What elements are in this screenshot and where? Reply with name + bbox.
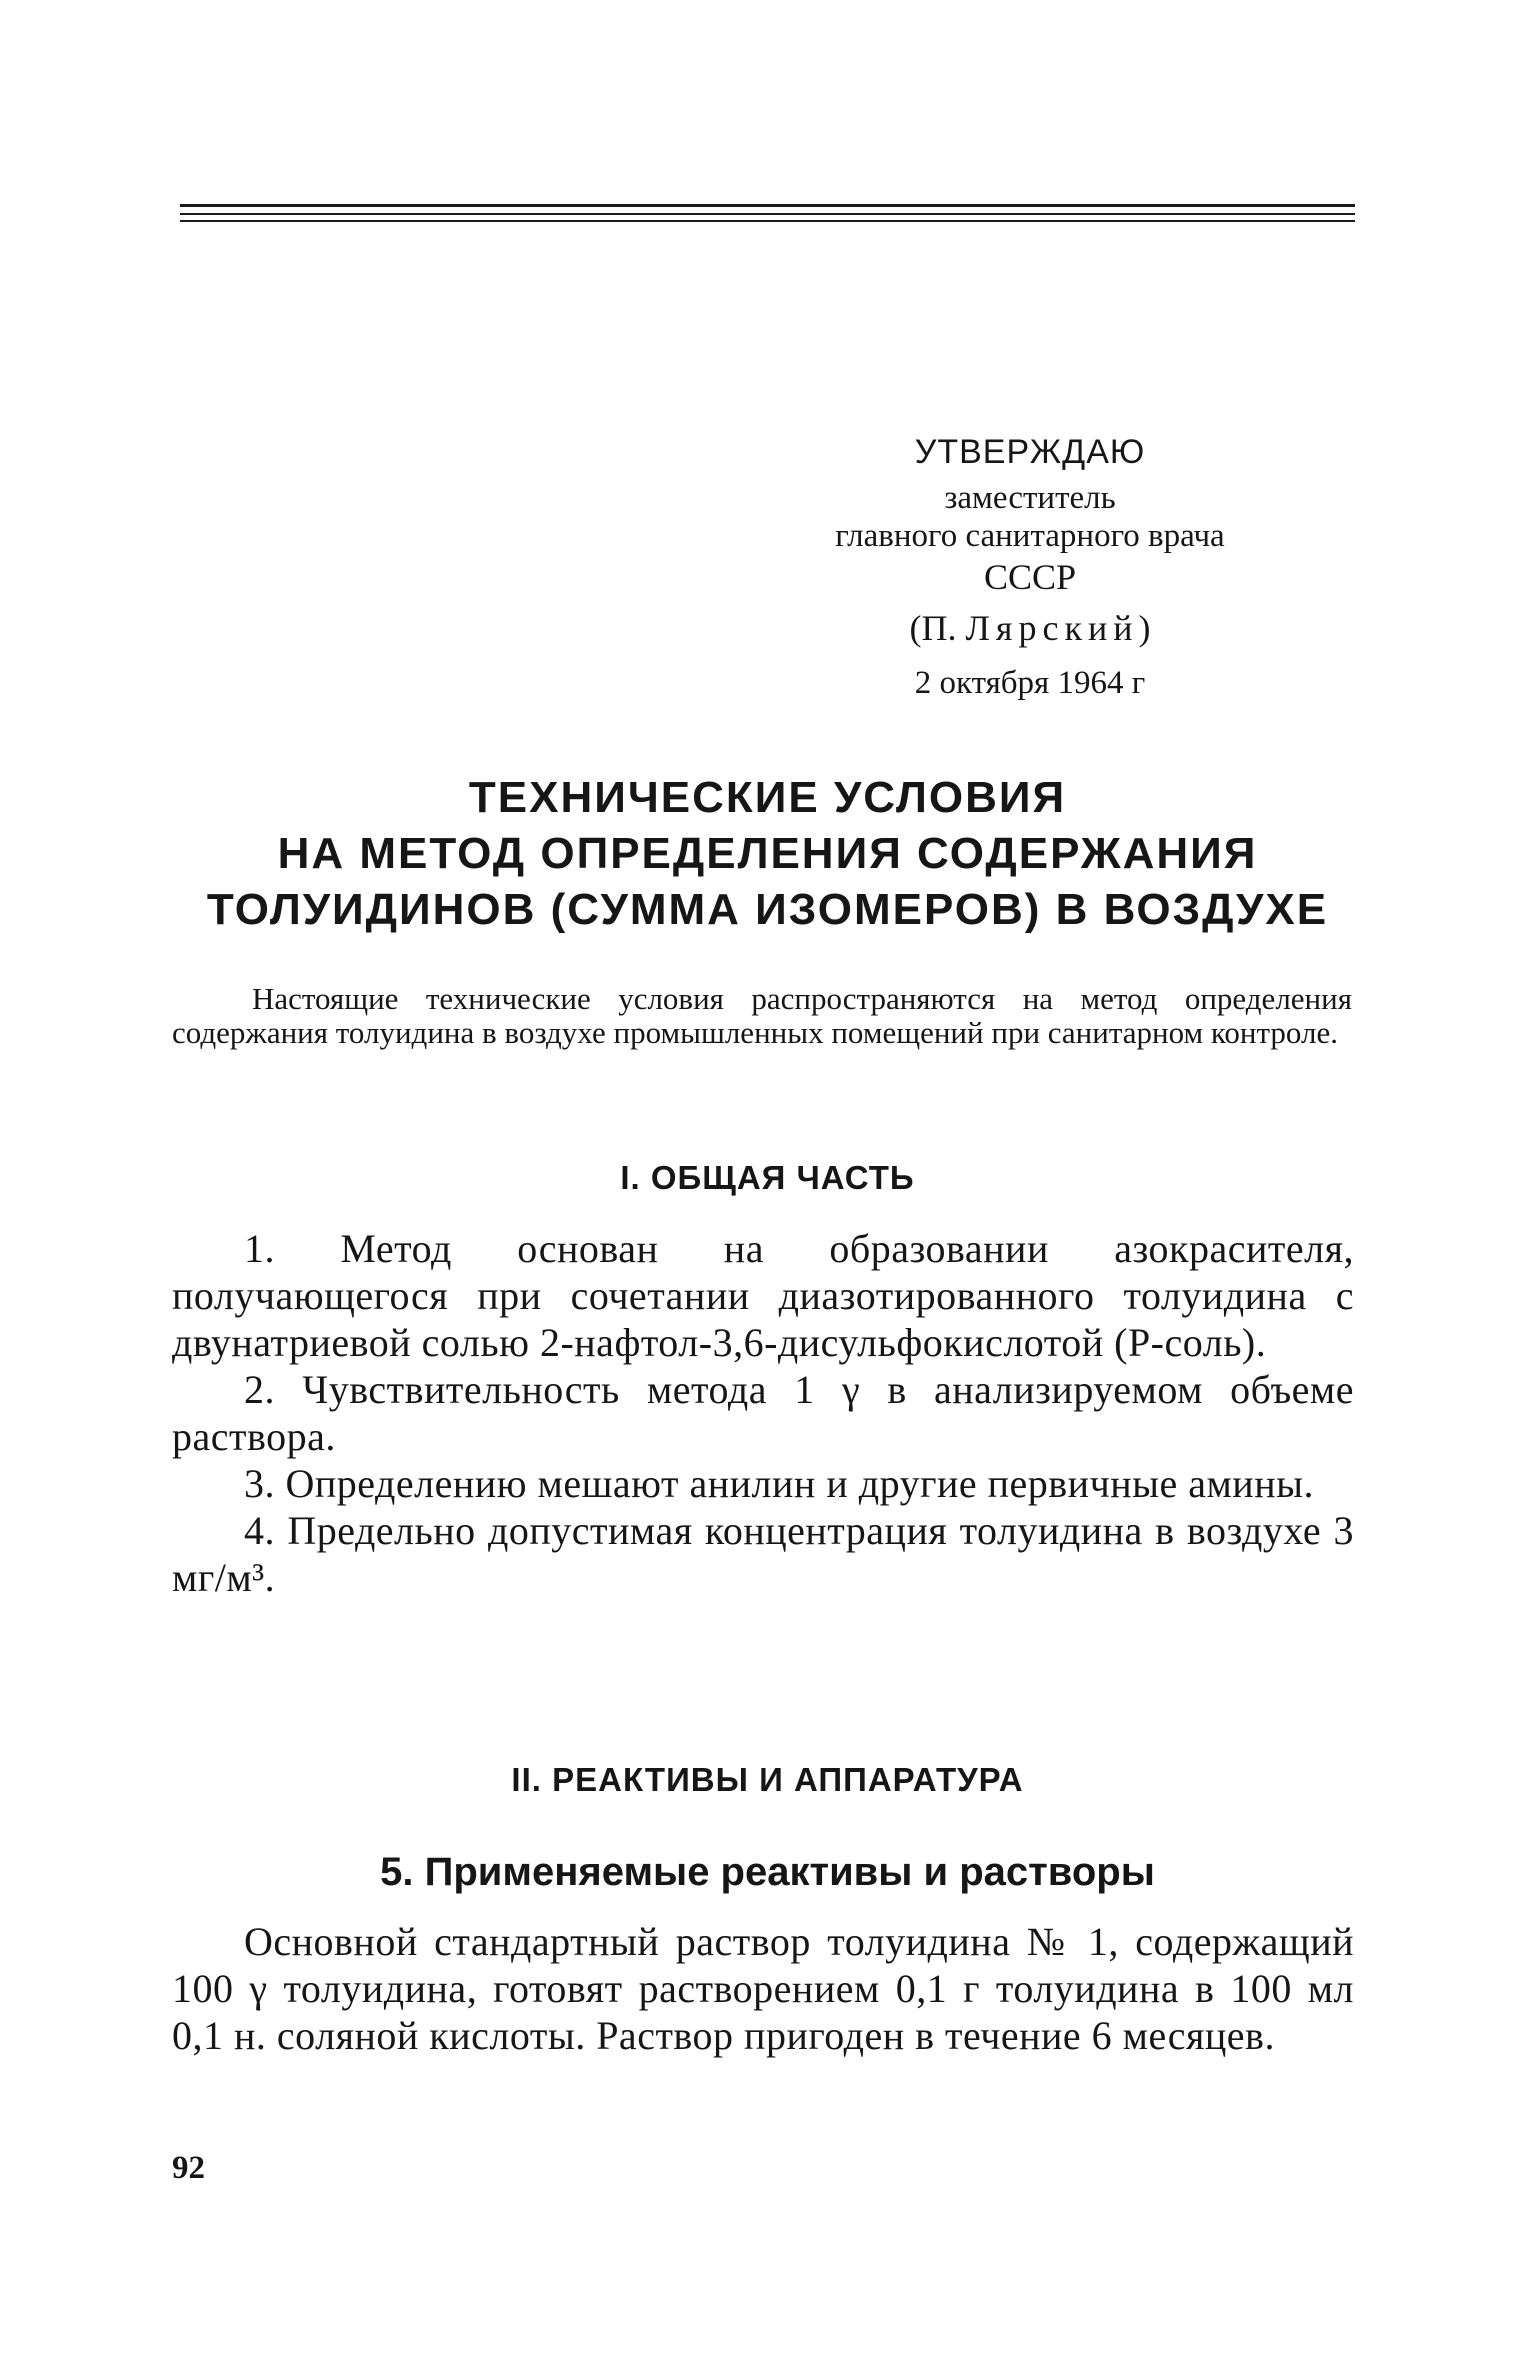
approval-date: 2 октября 1964 г: [914, 665, 1146, 701]
reagents-paragraph: Основной стандартный раствор толуидина № 1, содержащий 100 γ толуидина, готовят растворением 0,1 г толуидина в 100 мл 0,1 н. соляной кислоты. Раствор пригоден в течение 6 месяцев.: [172, 1919, 1354, 2058]
title-line-2: НА МЕТОД ОПРЕДЕЛЕНИЯ СОДЕРЖАНИЯ: [277, 829, 1258, 878]
approval-position-line-1: заместитель: [944, 480, 1116, 516]
section-1-item: 1. Метод основан на образовании азокрасителя, получающегося при сочетании диазотированного толуидина с двунатриевой солью 2-нафтол-3,6-дисульфокислотой (Р-соль).: [172, 1226, 1354, 1365]
section-2-paragraph: [172, 1918, 1354, 2059]
section-1-heading: I. ОБЩАЯ ЧАСТЬ: [620, 1159, 915, 1196]
page-number: 92: [172, 2150, 205, 2186]
approval-name-open: (П.: [909, 608, 966, 648]
section-1-item: 2. Чувствительность метода 1 γ в анализируемом объеме раствора.: [172, 1367, 1354, 1459]
title-line-1: ТЕХНИЧЕСКИЕ УСЛОВИЯ: [468, 773, 1067, 822]
section-1-item: 4. Предельно допустимая концентрация толуидина в воздухе 3 мг/м³.: [172, 1508, 1354, 1600]
section-1-item: 3. Определению мешают анилин и другие первичные амины.: [244, 1461, 1314, 1506]
approval-signatory: [770, 599, 1290, 657]
approval-position-line-3: СССР: [983, 557, 1077, 597]
approval-name-close: ): [1138, 608, 1151, 648]
section-2-subheading: 5. Применяемые реактивы и растворы: [380, 1850, 1155, 1894]
section-2-heading: II. РЕАКТИВЫ И АППАРАТУРА: [511, 1761, 1024, 1798]
document-title: [170, 770, 1365, 938]
top-rule-3: [180, 220, 1355, 222]
top-rule-1: [180, 204, 1355, 207]
approval-surname: Лярский: [965, 608, 1139, 648]
approval-heading: УТВЕРЖДАЮ: [914, 433, 1146, 471]
section-1-items: [172, 1225, 1354, 1601]
top-rule-2: [180, 213, 1355, 215]
approval-block: [770, 425, 1290, 709]
title-line-3: ТОЛУИДИНОВ (СУММА ИЗОМЕРОВ) В ВОЗДУХЕ: [206, 885, 1329, 934]
intro-paragraph: Настоящие технические условия распространяются на метод определения содержания толуидина в воздухе промышленных помещений при санитарном контроле.: [172, 981, 1352, 1050]
approval-position-line-2: главного санитарного врача: [835, 518, 1225, 554]
